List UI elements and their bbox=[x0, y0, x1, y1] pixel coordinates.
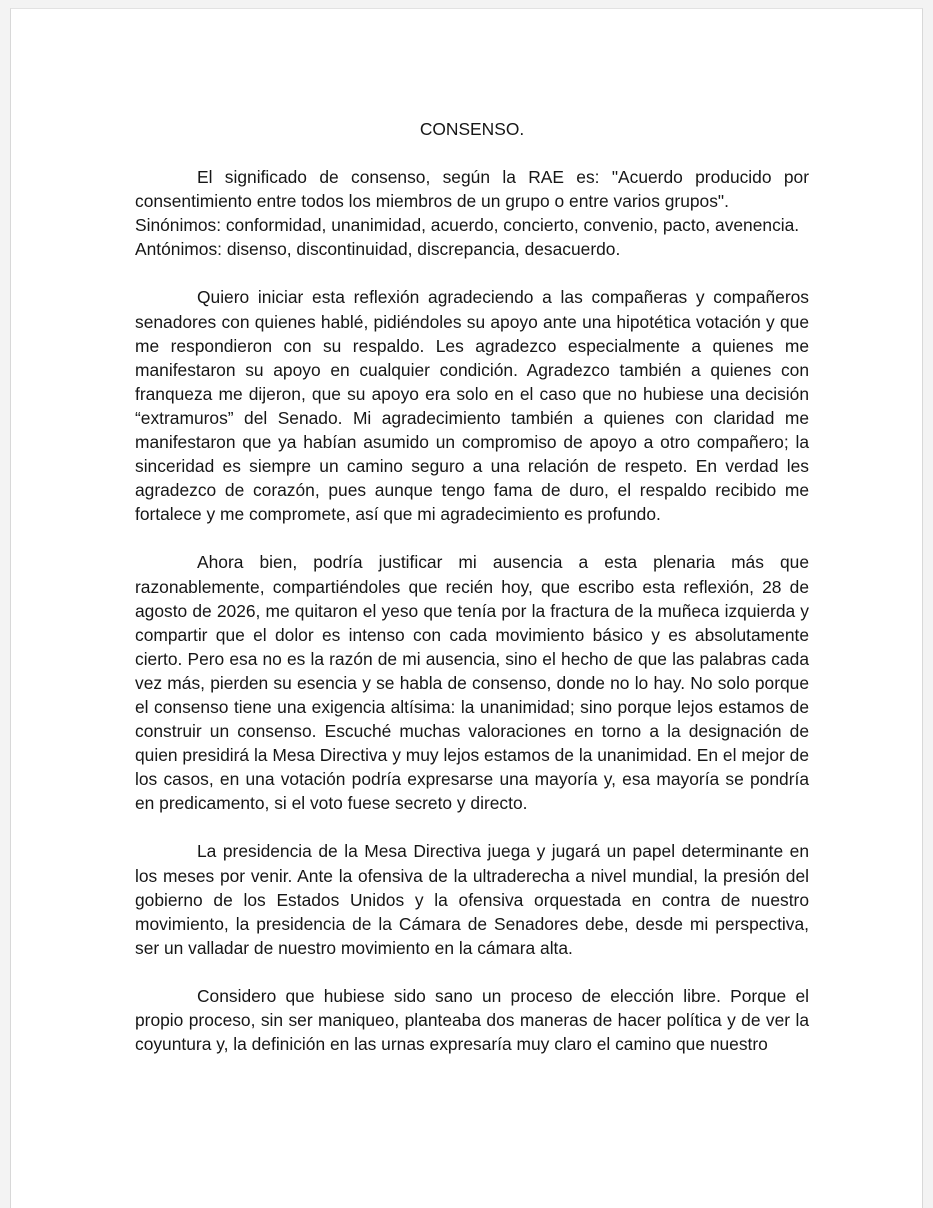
paragraph-election: Considero que hubiese sido sano un proceso de elección libre. Porque el propio proceso, sin ser maniqueo, planteaba dos maneras de hacer política y de ver la coyuntura y, la definición en las urnas expresaría muy claro el camino que nuestro bbox=[135, 985, 809, 1055]
paragraph-absence: Ahora bien, podría justificar mi ausencia a esta plenaria más que razonablemente, compartiéndoles que recién hoy, que escribo esta reflexión, 28 de agosto de 2026, me quitaron el yeso que tenía por la fractura de la muñeca izquierda y compartir que el dolor es intenso con cada movimiento básico y es absolutamente cierto. Pero esa no es la razón de mi ausencia, sino el hecho de que las palabras cada vez más, pierden su esencia y se habla de consenso, donde no lo hay. No solo porque el consenso tiene una exigencia altísima: la unanimidad; sino porque lejos estamos de construir un consenso. Escuché muchas valoraciones en torno a la designación de quien presidirá la Mesa Directiva y muy lejos estamos de la unanimidad. En el mejor de los casos, en una votación podría expresarse una mayoría y, esa mayoría se pondría en predicamento, si el voto fuese secreto y directo. bbox=[135, 552, 809, 814]
document-title: CONSENSO. bbox=[419, 119, 525, 139]
definition-paragraph: El significado de consenso, según la RAE es: "Acuerdo producido por consentimiento entre todos los miembros de un grupo o entre varios grupos". bbox=[135, 167, 809, 212]
definitions-block bbox=[135, 165, 809, 261]
document-page bbox=[10, 8, 923, 1208]
antonyms-line: Antónimos: disenso, discontinuidad, discrepancia, desacuerdo. bbox=[135, 239, 621, 260]
synonyms-line: Sinónimos: conformidad, unanimidad, acuerdo, concierto, convenio, pacto, avenencia. bbox=[135, 215, 800, 236]
paragraph-thanks: Quiero iniciar esta reflexión agradeciendo a las compañeras y compañeros senadores con quienes hablé, pidiéndoles su apoyo ante una hipotética votación y que me respondieron con su respaldo. Les agradezco especialmente a quienes me manifestaron su apoyo en cualquier condición. Agradezco también a quienes con franqueza me dijeron, que su apoyo era solo en el caso que no hubiese una decisión “extramuros” del Senado. Mi agradecimiento también a quienes con claridad me manifestaron que ya habían asumido un compromiso de apoyo a otro compañero; la sinceridad es siempre un camino seguro a una relación de respeto. En verdad les agradezco de corazón, pues aunque tengo fama de duro, el respaldo recibido me fortalece y me compromete, así que mi agradecimiento es profundo. bbox=[135, 287, 809, 525]
document-body bbox=[135, 117, 809, 1056]
paragraph-presidency: La presidencia de la Mesa Directiva juega y jugará un papel determinante en los meses por venir. Ante la ofensiva de la ultraderecha a nivel mundial, la presión del gobierno de los Estados Unidos y la ofensiva orquestada en contra de nuestro movimiento, la presidencia de la Cámara de Senadores debe, desde mi perspectiva, ser un valladar de nuestro movimiento en la cámara alta. bbox=[135, 841, 809, 958]
